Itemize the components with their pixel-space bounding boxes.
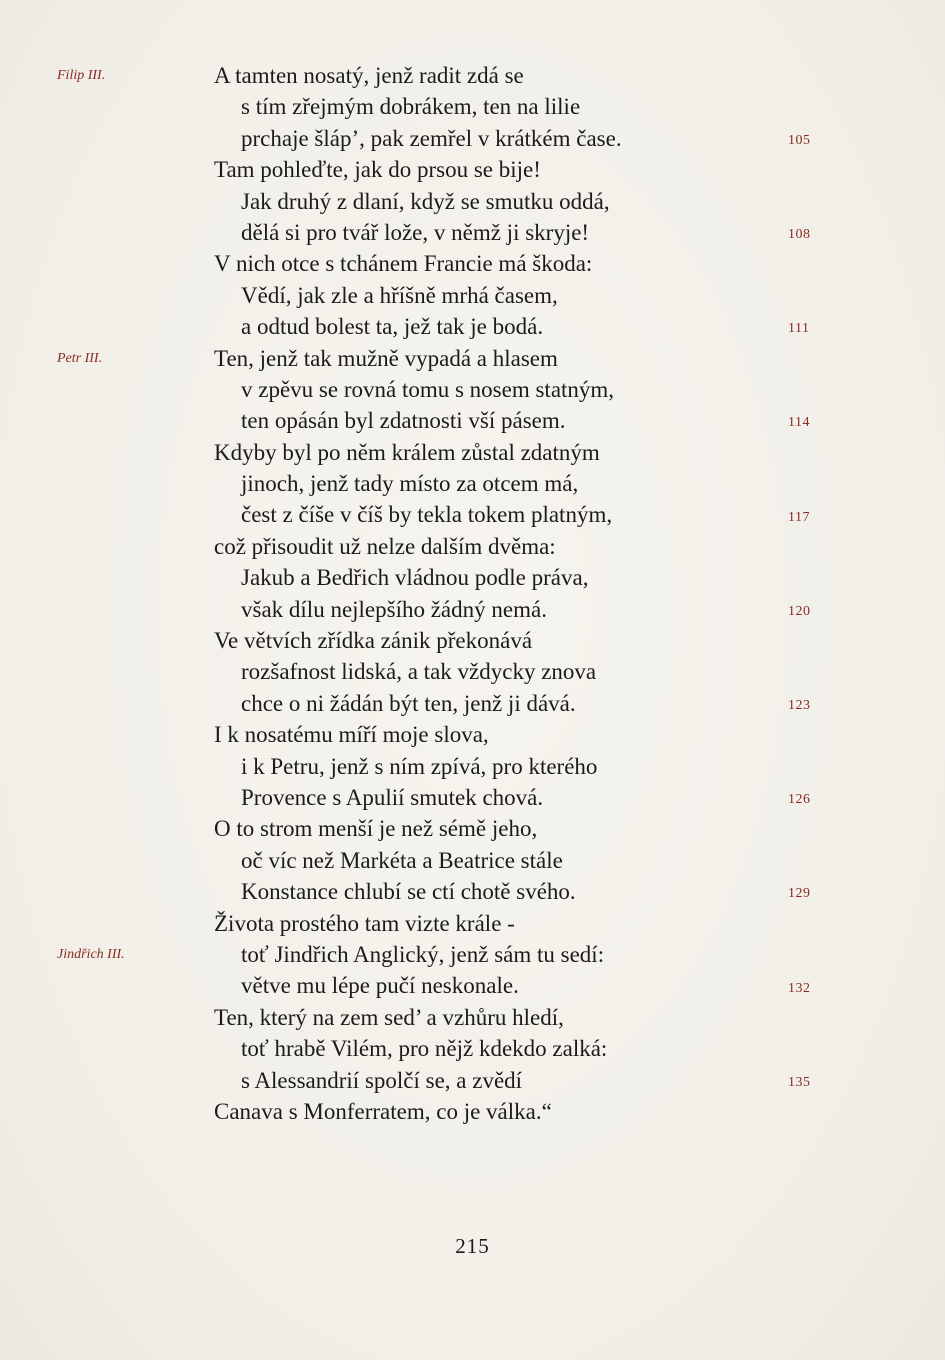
verse-line: dělá si pro tvář lože, v němž ji skryje!: [241, 219, 590, 245]
verse-line: Canava s Monferratem, co je válka.“: [214, 1098, 552, 1124]
verse-line: s tím zřejmým dobrákem, ten na lilie: [241, 94, 581, 120]
verse-line: s Alessandrií spolčí se, a zvědí: [241, 1067, 523, 1093]
margin-name: Filip III.: [57, 68, 106, 83]
verse-line: však dílu nejlepšího žádný nemá.: [241, 596, 547, 622]
margin-name: Jindřich III.: [57, 947, 125, 963]
verse-line: chce o ni žádán být ten, jenž ji dává.: [241, 690, 576, 716]
verse-line: Kdyby byl po něm králem zůstal zdatným: [214, 439, 600, 465]
line-number: 105: [788, 132, 811, 148]
verse-line: v zpěvu se rovná tomu s nosem statným,: [241, 376, 615, 402]
line-number: 129: [788, 886, 811, 902]
line-number: 132: [788, 980, 811, 996]
verse-line: I k nosatému míří moje slova,: [214, 722, 489, 748]
page-number: 215: [455, 1234, 490, 1258]
margin-name: Petr III.: [57, 350, 103, 366]
verse-line: Života prostého tam vizte krále -: [214, 910, 515, 936]
verse-line: jinoch, jenž tady místo za otcem má,: [241, 471, 579, 497]
verse-line: Konstance chlubí se ctí chotě svého.: [241, 879, 576, 905]
verse-line: O to strom menší je než sémě jeho,: [214, 816, 538, 842]
verse-line: Ten, který na zem sed’ a vzhůru hledí,: [214, 1004, 564, 1030]
line-number: 117: [788, 509, 810, 525]
verse-line: prchaje šláp’, pak zemřel v krátkém čase.: [241, 125, 622, 151]
verse-line: i k Petru, jenž s ním zpívá, pro kterého: [241, 753, 598, 779]
verse-line: větve mu lépe pučí neskonale.: [241, 973, 519, 999]
line-number: 123: [788, 698, 811, 713]
verse-line: Provence s Apulií smutek chová.: [241, 784, 544, 810]
verse-line: Jak druhý z dlaní, když se smutku oddá,: [241, 188, 610, 214]
verse-line: oč víc než Markéta a Beatrice stále: [241, 847, 563, 873]
line-number: 120: [788, 603, 811, 619]
verse-line: čest z číše v číš by tekla tokem platným,: [241, 502, 613, 528]
verse-line: Ve větvích zřídka zánik překonává: [214, 628, 533, 654]
verse-line: rozšafnost lidská, a tak vždycky znova: [241, 659, 597, 685]
verse-line: toť Jindřich Anglický, jenž sám tu sedí:: [241, 941, 605, 967]
verse-line: A tamten nosatý, jenž radit zdá se: [214, 63, 524, 88]
verse-line: Vědí, jak zle a hříšně mrhá časem,: [241, 282, 558, 308]
line-number: 135: [788, 1074, 811, 1090]
poem-verse: [214, 60, 622, 1127]
verse-line: což přisoudit už nelze dalším dvěma:: [214, 533, 556, 559]
line-number: 114: [788, 415, 810, 431]
line-number: 126: [788, 792, 811, 808]
verse-line: a odtud bolest ta, jež tak je bodá.: [241, 314, 544, 340]
verse-line: Tam pohleďte, jak do prsou se bije!: [214, 157, 541, 183]
verse-line: V nich otce s tchánem Francie má škoda:: [214, 251, 593, 277]
verse-line: Ten, jenž tak mužně vypadá a hlasem: [214, 345, 558, 371]
verse-line: Jakub a Bedřich vládnou podle práva,: [241, 565, 589, 591]
verse-line: ten opásán byl zdatnosti vší pásem.: [241, 408, 566, 434]
line-number: 111: [788, 321, 810, 337]
line-number: 108: [788, 227, 811, 242]
verse-line: toť hrabě Vilém, pro nějž kdekdo zalká:: [241, 1036, 608, 1062]
